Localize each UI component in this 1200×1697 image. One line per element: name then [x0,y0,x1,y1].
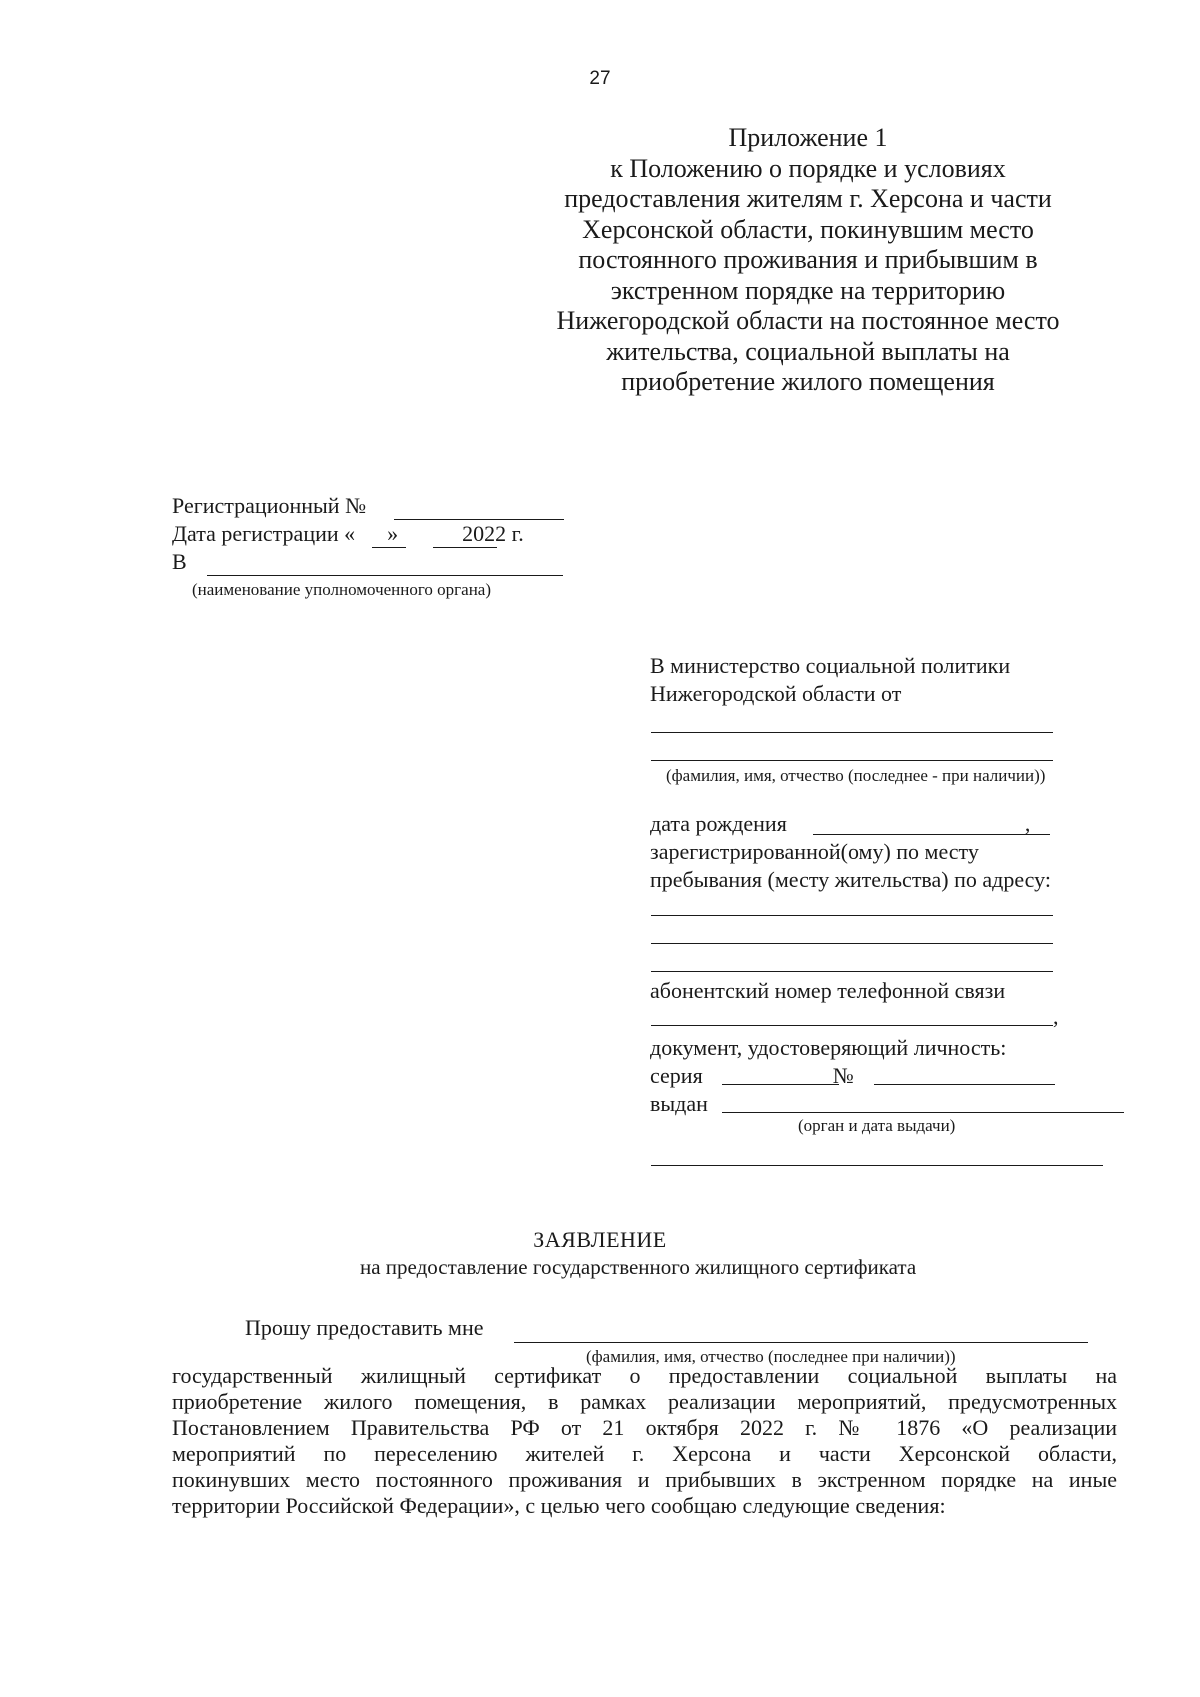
body-line: территории Российской Федерации», с целью чего сообщаю следующие сведения: [172,1493,946,1518]
applicant-name-field-1[interactable] [651,732,1053,733]
body-line: покинувших место постоянного проживания и прибывших в экстренном порядке на иные [172,1467,1117,1492]
appendix-line: экстренном порядке на территорию [610,275,1006,305]
request-caption: (фамилия, имя, отчество (последнее при наличии)) [586,1347,956,1366]
registration-block [172,492,524,604]
series-number-row [650,1062,1006,1090]
issued-field[interactable] [722,1112,1124,1113]
phone-label: абонентский номер телефонной связи [650,978,1006,1003]
issued-caption: (орган и дата выдачи) [798,1116,956,1135]
addressee-block [650,652,1010,708]
registration-to-label: В [172,549,187,574]
appendix-line: предоставления жителям г. Херсона и части [564,184,1052,213]
registration-date-row [172,520,524,548]
registration-date-label: Дата регистрации « [172,521,356,546]
id-document-label: документ, удостоверяющий личность: [650,1035,1007,1060]
body-line: мероприятий по переселению жителей г. Херсона и части Херсонской области, [172,1441,1117,1466]
appendix-line: Нижегородской области на постоянное место [556,306,1060,335]
id-document-block [650,1034,1006,1118]
phone-field[interactable] [651,1025,1053,1026]
application-title: ЗАЯВЛЕНИЕ [533,1227,667,1252]
birth-date-field[interactable] [813,834,1050,835]
document-number-field[interactable] [874,1084,1055,1085]
registration-authority-field[interactable] [207,575,563,576]
registered-line: пребывания (месту жительства) по адресу: [650,867,1051,892]
page-number: 27 [589,68,611,89]
birth-date-comma: , [1024,811,1031,836]
registration-number-row [172,492,524,520]
phone-comma: , [1053,1004,1059,1029]
series-label: серия [650,1063,703,1088]
body-line: приобретение жилого помещения, в рамках реализации мероприятий, предусмотренных [172,1389,1117,1414]
request-row [245,1315,484,1341]
address-field-2[interactable] [651,943,1053,944]
registration-date-quote: » [387,521,399,546]
appendix-line: Херсонской области, покинувшим место [582,214,1034,244]
body-line: Постановлением Правительства РФ от 21 октября 2022 г. № 1876 «О реализации [172,1415,1117,1440]
request-label: Прошу предоставить мне [245,1315,484,1340]
series-field[interactable] [722,1084,839,1085]
issued-label: выдан [650,1091,708,1116]
birth-date-label: дата рождения [650,811,787,836]
request-name-field[interactable] [514,1342,1088,1343]
appendix-header [520,123,1096,398]
appendix-line: к Положению о порядке и условиях [610,153,1006,183]
address-field-1[interactable] [651,915,1053,916]
application-subtitle: на предоставление государственного жилищного сертификата [360,1255,917,1279]
applicant-name-field-2[interactable] [651,760,1053,761]
appendix-line: постоянного проживания и прибывшим в [578,245,1038,274]
ministry-line: Нижегородской области от [650,681,902,706]
applicant-name-caption: (фамилия, имя, отчество (последнее - при наличии)) [666,766,1046,785]
application-body [172,1363,1117,1519]
registration-authority-row [172,548,524,576]
appendix-line: Приложение 1 [728,123,888,152]
registration-month-field[interactable] [433,547,497,548]
ministry-line: В министерство социальной политики [650,653,1011,678]
registration-date-year: 2022 г. [462,521,524,546]
body-line: государственный жилищный сертификат о предоставлении социальной выплаты на [172,1363,1117,1388]
appendix-line: приобретение жилого помещения [621,367,995,396]
issued-row [650,1090,1006,1118]
registration-number-field[interactable] [394,519,564,520]
authority-caption: (наименование уполномоченного органа) [192,580,492,599]
registration-day-field[interactable] [372,547,406,548]
registration-number-label: Регистрационный № [172,493,367,518]
number-label: № [832,1063,854,1088]
birth-registration-block [650,810,1051,894]
issued-field-2[interactable] [651,1165,1103,1166]
registered-line: зарегистрированной(ому) по месту [650,839,979,864]
appendix-line: жительства, социальной выплаты на [606,336,1010,366]
address-field-3[interactable] [651,971,1053,972]
